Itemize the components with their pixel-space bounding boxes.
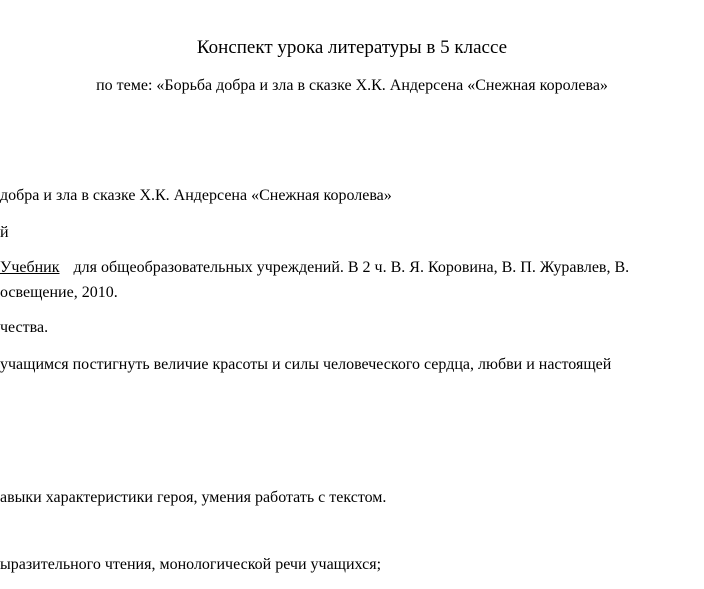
textbook-link[interactable]: Учебник bbox=[0, 259, 60, 276]
reading-line: ыразительного чтения, монологической речи учащихся; bbox=[0, 556, 382, 573]
goal-line: учащимся постигнуть величие красоты и силы человеческого сердца, любви и настоящей bbox=[0, 356, 612, 373]
lesson-type-line: й bbox=[0, 224, 9, 241]
document-subtitle: по теме: «Борьба добра и зла в сказке Х.К. Андерсена «Снежная королева» bbox=[96, 77, 608, 94]
textbook-description: для общеобразовательных учреждений. В 2 ч. В. Я. Коровина, В. П. Журавлев, В. bbox=[73, 259, 630, 276]
skills-line: авыки характеристики героя, умения работать с текстом. bbox=[0, 489, 387, 506]
lesson-topic-line: добра и зла в сказке Х.К. Андерсена «Снежная королева» bbox=[0, 187, 392, 204]
textbook-line bbox=[0, 260, 629, 276]
publisher-line: освещение, 2010. bbox=[0, 284, 118, 301]
document-title: Конспект урока литературы в 5 классе bbox=[196, 37, 508, 58]
quality-line: чества. bbox=[0, 319, 49, 336]
